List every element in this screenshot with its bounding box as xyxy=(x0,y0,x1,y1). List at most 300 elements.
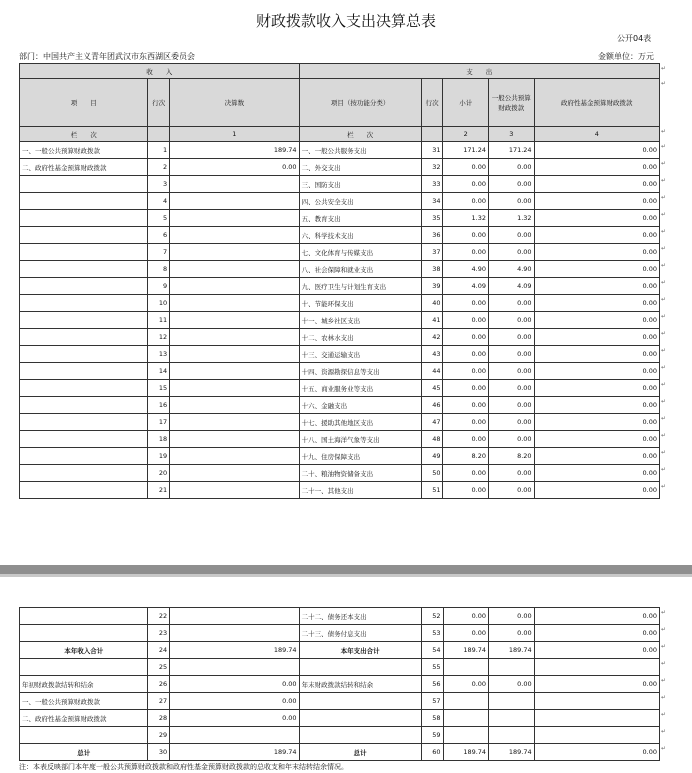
expense-line-cell: 50 xyxy=(421,465,443,482)
expense-item-cell: 二十、粮油物资储备支出 xyxy=(299,465,421,482)
expense-general-cell xyxy=(489,659,535,676)
paragraph-mark: ↵ xyxy=(661,65,667,72)
paragraph-mark: ↵ xyxy=(661,143,667,150)
expense-item-cell xyxy=(299,727,421,744)
income-line-cell: 8 xyxy=(148,261,170,278)
income-item-cell: 二、政府性基金预算财政拨款 xyxy=(20,159,148,176)
footnote: 注：本表反映部门本年度一般公共预算财政拨款和政府性基金预算财政拨款的总收支和年末结转结余情况。 xyxy=(19,763,348,771)
expense-general-cell: 0.00 xyxy=(489,346,535,363)
expense-fund-cell: 0.00 xyxy=(534,159,659,176)
expense-subtotal-cell: 0.00 xyxy=(443,227,489,244)
gov-fund-header: 政府性基金预算财政拨款 xyxy=(534,79,659,127)
expense-header: 支 出 xyxy=(299,64,659,79)
expense-line-cell: 36 xyxy=(421,227,443,244)
expense-item-cell: 十、节能环保支出 xyxy=(299,295,421,312)
expense-fund-cell: 0.00 xyxy=(534,278,659,295)
income-amount-cell: 189.74 xyxy=(170,142,299,159)
table-row xyxy=(20,608,660,625)
table-row xyxy=(20,397,660,414)
paragraph-mark: ↵ xyxy=(661,279,667,286)
income-line-cell: 4 xyxy=(148,193,170,210)
income-line-cell: 7 xyxy=(148,244,170,261)
expense-subtotal-cell xyxy=(443,727,489,744)
expense-subtotal-cell: 0.00 xyxy=(443,414,489,431)
expense-line-cell: 42 xyxy=(421,329,443,346)
paragraph-mark: ↵ xyxy=(661,381,667,388)
expense-item-cell: 二十三、债务付息支出 xyxy=(299,625,421,642)
table-row xyxy=(20,676,660,693)
expense-line-cell: 48 xyxy=(421,431,443,448)
income-item-cell xyxy=(20,346,148,363)
expense-item-cell: 三、国防支出 xyxy=(299,176,421,193)
table-row xyxy=(20,312,660,329)
expense-item-cell: 十一、城乡社区支出 xyxy=(299,312,421,329)
expense-line-cell: 44 xyxy=(421,363,443,380)
summary-table-page1 xyxy=(19,63,660,499)
income-amount-cell xyxy=(170,448,299,465)
expense-item-cell: 十六、金融支出 xyxy=(299,397,421,414)
paragraph-mark: ↵ xyxy=(661,626,667,633)
expense-fund-cell: 0.00 xyxy=(534,261,659,278)
expense-line-cell: 43 xyxy=(421,346,443,363)
expense-line-cell: 35 xyxy=(421,210,443,227)
income-amount-cell xyxy=(170,431,299,448)
expense-item-cell: 四、公共安全支出 xyxy=(299,193,421,210)
expense-subtotal-cell: 0.00 xyxy=(443,608,489,625)
income-amount-cell xyxy=(170,210,299,227)
paragraph-mark: ↵ xyxy=(661,80,667,87)
table-row xyxy=(20,278,660,295)
income-amount-cell xyxy=(170,244,299,261)
expense-line-cell: 47 xyxy=(421,414,443,431)
paragraph-mark: ↵ xyxy=(661,677,667,684)
table-row xyxy=(20,142,660,159)
paragraph-mark: ↵ xyxy=(661,211,667,218)
expense-fund-cell: 0.00 xyxy=(534,193,659,210)
paragraph-mark: ↵ xyxy=(661,745,667,752)
expense-general-cell xyxy=(489,693,535,710)
expense-general-cell: 0.00 xyxy=(489,159,535,176)
table-row xyxy=(20,363,660,380)
income-line-cell: 24 xyxy=(148,642,170,659)
expense-fund-cell: 0.00 xyxy=(534,625,659,642)
expense-item-cell: 一、一般公共服务支出 xyxy=(299,142,421,159)
expense-item-cell: 总计 xyxy=(299,744,421,761)
paragraph-mark: ↵ xyxy=(661,415,667,422)
income-line-cell: 9 xyxy=(148,278,170,295)
income-line-cell: 23 xyxy=(148,625,170,642)
expense-item-cell: 年末财政拨款结转和结余 xyxy=(299,676,421,693)
paragraph-mark: ↵ xyxy=(661,364,667,371)
expense-subtotal-cell: 1.32 xyxy=(443,210,489,227)
income-amount-cell xyxy=(170,312,299,329)
income-item-cell xyxy=(20,448,148,465)
expense-general-cell xyxy=(489,727,535,744)
expense-item-cell: 二、外交支出 xyxy=(299,159,421,176)
income-item-cell xyxy=(20,210,148,227)
income-item-cell xyxy=(20,227,148,244)
income-amount-cell: 0.00 xyxy=(170,693,299,710)
income-item-cell xyxy=(20,329,148,346)
expense-subtotal-cell: 0.00 xyxy=(443,295,489,312)
expense-line-cell: 49 xyxy=(421,448,443,465)
income-line-cell: 20 xyxy=(148,465,170,482)
expense-line-cell: 32 xyxy=(421,159,443,176)
page-break-shadow xyxy=(0,574,692,577)
table-row xyxy=(20,414,660,431)
paragraph-mark: ↵ xyxy=(661,330,667,337)
expense-general-cell: 8.20 xyxy=(489,448,535,465)
expense-subtotal-cell: 189.74 xyxy=(443,642,489,659)
expense-fund-cell: 0.00 xyxy=(534,431,659,448)
income-amount-cell xyxy=(170,625,299,642)
paragraph-mark: ↵ xyxy=(661,728,667,735)
expense-item-cell: 十九、住房保障支出 xyxy=(299,448,421,465)
page-title: 财政拨款收入支出决算总表 xyxy=(255,12,436,30)
expense-subtotal-cell: 4.90 xyxy=(443,261,489,278)
income-line-cell: 22 xyxy=(148,608,170,625)
expense-subtotal-cell: 0.00 xyxy=(443,625,489,642)
expense-item-cell: 十二、农林水支出 xyxy=(299,329,421,346)
paragraph-mark: ↵ xyxy=(661,466,667,473)
paragraph-mark: ↵ xyxy=(661,432,667,439)
expense-fund-cell: 0.00 xyxy=(534,676,659,693)
income-line-cell: 1 xyxy=(148,142,170,159)
income-line-cell: 29 xyxy=(148,727,170,744)
table-row xyxy=(20,210,660,227)
unit-label: 金额单位：万元 xyxy=(598,52,654,61)
income-item-cell: 一、一般公共预算财政拨款 xyxy=(20,142,148,159)
expense-fund-cell xyxy=(534,727,659,744)
income-line-cell: 14 xyxy=(148,363,170,380)
page-break-bar xyxy=(0,565,692,574)
income-line-cell: 15 xyxy=(148,380,170,397)
income-item-cell xyxy=(20,176,148,193)
table-row xyxy=(20,744,660,761)
income-line-cell: 19 xyxy=(148,448,170,465)
income-line-cell: 6 xyxy=(148,227,170,244)
col-label-expense: 栏 次 xyxy=(299,127,421,142)
income-item-cell: 总计 xyxy=(20,744,148,761)
income-amount-cell xyxy=(170,397,299,414)
expense-general-cell: 0.00 xyxy=(489,295,535,312)
department-label: 部门：中国共产主义青年团武汉市东西湖区委员会 xyxy=(19,52,195,61)
expense-line-cell: 34 xyxy=(421,193,443,210)
line-header: 行次 xyxy=(148,79,170,127)
expense-general-cell: 189.74 xyxy=(489,642,535,659)
expense-line-cell: 52 xyxy=(421,608,443,625)
expense-line-cell: 53 xyxy=(421,625,443,642)
col-blank-expense xyxy=(421,127,443,142)
expense-line-cell: 33 xyxy=(421,176,443,193)
expense-subtotal-cell: 0.00 xyxy=(443,482,489,499)
expense-subtotal-cell: 171.24 xyxy=(443,142,489,159)
expense-line-cell: 54 xyxy=(421,642,443,659)
expense-subtotal-cell xyxy=(443,693,489,710)
table-row xyxy=(20,261,660,278)
expense-subtotal-cell: 0.00 xyxy=(443,431,489,448)
income-line-cell: 18 xyxy=(148,431,170,448)
expense-general-cell: 0.00 xyxy=(489,380,535,397)
expense-item-cell: 本年支出合计 xyxy=(299,642,421,659)
table-row xyxy=(20,380,660,397)
expense-subtotal-cell xyxy=(443,710,489,727)
expense-general-cell: 0.00 xyxy=(489,676,535,693)
income-item-cell xyxy=(20,625,148,642)
table-row xyxy=(20,193,660,210)
income-line-cell: 30 xyxy=(148,744,170,761)
income-amount-cell xyxy=(170,608,299,625)
table-row xyxy=(20,710,660,727)
col-1: 1 xyxy=(170,127,299,142)
expense-fund-cell: 0.00 xyxy=(534,363,659,380)
expense-fund-cell: 0.00 xyxy=(534,295,659,312)
expense-general-cell: 0.00 xyxy=(489,312,535,329)
income-amount-cell: 189.74 xyxy=(170,744,299,761)
income-item-cell xyxy=(20,482,148,499)
expense-line-cell: 51 xyxy=(421,482,443,499)
table-row xyxy=(20,346,660,363)
expense-item-cell: 十七、援助其他地区支出 xyxy=(299,414,421,431)
expense-item-cell: 七、文化体育与传媒支出 xyxy=(299,244,421,261)
income-item-cell xyxy=(20,380,148,397)
expense-general-cell xyxy=(489,710,535,727)
expense-item-cell: 十五、商业服务业等支出 xyxy=(299,380,421,397)
income-item-cell xyxy=(20,261,148,278)
income-item-cell xyxy=(20,278,148,295)
expense-general-cell: 0.00 xyxy=(489,431,535,448)
paragraph-mark: ↵ xyxy=(661,296,667,303)
expense-subtotal-cell xyxy=(443,659,489,676)
expense-line-cell: 31 xyxy=(421,142,443,159)
income-amount-cell xyxy=(170,193,299,210)
expense-item-cell: 十八、国土海洋气象等支出 xyxy=(299,431,421,448)
income-line-cell: 17 xyxy=(148,414,170,431)
col-blank-income xyxy=(148,127,170,142)
expense-line-cell: 45 xyxy=(421,380,443,397)
income-line-cell: 2 xyxy=(148,159,170,176)
income-amount-cell xyxy=(170,346,299,363)
income-amount-cell xyxy=(170,659,299,676)
paragraph-mark: ↵ xyxy=(661,245,667,252)
income-amount-cell: 0.00 xyxy=(170,710,299,727)
paragraph-mark: ↵ xyxy=(661,313,667,320)
table-row xyxy=(20,227,660,244)
paragraph-mark: ↵ xyxy=(661,449,667,456)
table-row xyxy=(20,642,660,659)
table-row xyxy=(20,693,660,710)
expense-line-cell: 37 xyxy=(421,244,443,261)
table-row xyxy=(20,244,660,261)
table-row xyxy=(20,727,660,744)
expense-fund-cell: 0.00 xyxy=(534,642,659,659)
expense-subtotal-cell: 0.00 xyxy=(443,397,489,414)
paragraph-mark: ↵ xyxy=(661,228,667,235)
income-item-cell xyxy=(20,414,148,431)
expense-fund-cell: 0.00 xyxy=(534,744,659,761)
expense-general-cell: 171.24 xyxy=(489,142,535,159)
income-item-cell xyxy=(20,659,148,676)
subtotal-header: 小计 xyxy=(443,79,489,127)
table-row xyxy=(20,329,660,346)
paragraph-mark: ↵ xyxy=(661,711,667,718)
expense-subtotal-cell: 4.09 xyxy=(443,278,489,295)
expense-general-cell: 0.00 xyxy=(489,329,535,346)
expense-fund-cell: 0.00 xyxy=(534,312,659,329)
expense-item-cell: 二十二、债务还本支出 xyxy=(299,608,421,625)
expense-fund-cell: 0.00 xyxy=(534,346,659,363)
income-amount-cell xyxy=(170,380,299,397)
paragraph-mark: ↵ xyxy=(661,262,667,269)
expense-subtotal-cell: 0.00 xyxy=(443,193,489,210)
expense-subtotal-cell: 0.00 xyxy=(443,676,489,693)
expense-subtotal-cell: 189.74 xyxy=(443,744,489,761)
paragraph-mark: ↵ xyxy=(661,128,667,135)
expense-fund-cell: 0.00 xyxy=(534,448,659,465)
expense-fund-cell: 0.00 xyxy=(534,210,659,227)
expense-fund-cell xyxy=(534,659,659,676)
paragraph-mark: ↵ xyxy=(661,160,667,167)
income-line-cell: 16 xyxy=(148,397,170,414)
expense-fund-cell: 0.00 xyxy=(534,329,659,346)
income-item-cell: 一、一般公共预算财政拨款 xyxy=(20,693,148,710)
paragraph-mark: ↵ xyxy=(661,609,667,616)
expense-subtotal-cell: 0.00 xyxy=(443,176,489,193)
expense-fund-cell xyxy=(534,693,659,710)
table-row xyxy=(20,176,660,193)
expense-general-cell: 0.00 xyxy=(489,414,535,431)
paragraph-mark: ↵ xyxy=(661,177,667,184)
income-item-cell xyxy=(20,295,148,312)
col-2: 2 xyxy=(443,127,489,142)
table-row xyxy=(20,465,660,482)
expense-general-cell: 1.32 xyxy=(489,210,535,227)
income-amount-cell xyxy=(170,482,299,499)
expense-item-cell: 九、医疗卫生与计划生育支出 xyxy=(299,278,421,295)
expense-item-cell: 六、科学技术支出 xyxy=(299,227,421,244)
expense-line-cell: 60 xyxy=(421,744,443,761)
col-4: 4 xyxy=(534,127,659,142)
expense-general-cell: 0.00 xyxy=(489,465,535,482)
expense-item-cell xyxy=(299,693,421,710)
expense-general-cell: 0.00 xyxy=(489,227,535,244)
expense-fund-cell: 0.00 xyxy=(534,465,659,482)
expense-line-cell: 41 xyxy=(421,312,443,329)
form-code: 公开04表 xyxy=(617,34,652,43)
income-line-cell: 12 xyxy=(148,329,170,346)
expense-line-cell: 46 xyxy=(421,397,443,414)
item-func-header: 项目（按功能分类） xyxy=(299,79,421,127)
final-amount-header: 决算数 xyxy=(170,79,299,127)
expense-fund-cell: 0.00 xyxy=(534,244,659,261)
expense-line-header: 行次 xyxy=(421,79,443,127)
income-item-cell xyxy=(20,397,148,414)
expense-fund-cell: 0.00 xyxy=(534,482,659,499)
expense-fund-cell: 0.00 xyxy=(534,380,659,397)
income-item-cell xyxy=(20,431,148,448)
income-line-cell: 27 xyxy=(148,693,170,710)
expense-general-cell: 0.00 xyxy=(489,244,535,261)
expense-general-cell: 0.00 xyxy=(489,363,535,380)
paragraph-mark: ↵ xyxy=(661,643,667,650)
income-line-cell: 13 xyxy=(148,346,170,363)
income-amount-cell xyxy=(170,176,299,193)
table-row xyxy=(20,448,660,465)
table-row xyxy=(20,482,660,499)
item-header: 项 目 xyxy=(20,79,148,127)
income-amount-cell xyxy=(170,227,299,244)
table-row xyxy=(20,659,660,676)
income-item-cell xyxy=(20,244,148,261)
expense-fund-cell: 0.00 xyxy=(534,227,659,244)
income-item-cell: 本年收入合计 xyxy=(20,642,148,659)
paragraph-mark: ↵ xyxy=(661,660,667,667)
expense-line-cell: 57 xyxy=(421,693,443,710)
expense-general-cell: 189.74 xyxy=(489,744,535,761)
general-budget-header: 一般公共预算财政拨款 xyxy=(489,79,535,127)
expense-general-cell: 4.90 xyxy=(489,261,535,278)
income-item-cell xyxy=(20,193,148,210)
income-item-cell xyxy=(20,727,148,744)
income-item-cell: 二、政府性基金预算财政拨款 xyxy=(20,710,148,727)
income-line-cell: 25 xyxy=(148,659,170,676)
income-amount-cell xyxy=(170,278,299,295)
table-row xyxy=(20,159,660,176)
income-line-cell: 11 xyxy=(148,312,170,329)
expense-subtotal-cell: 0.00 xyxy=(443,465,489,482)
income-header: 收 入 xyxy=(20,64,300,79)
expense-fund-cell xyxy=(534,710,659,727)
expense-general-cell: 0.00 xyxy=(489,176,535,193)
expense-fund-cell: 0.00 xyxy=(534,608,659,625)
income-line-cell: 28 xyxy=(148,710,170,727)
paragraph-mark: ↵ xyxy=(661,694,667,701)
expense-general-cell: 0.00 xyxy=(489,625,535,642)
expense-line-cell: 55 xyxy=(421,659,443,676)
income-amount-cell xyxy=(170,465,299,482)
col-label-income: 栏 次 xyxy=(20,127,148,142)
income-line-cell: 3 xyxy=(148,176,170,193)
expense-item-cell: 二十一、其他支出 xyxy=(299,482,421,499)
income-amount-cell: 189.74 xyxy=(170,642,299,659)
expense-fund-cell: 0.00 xyxy=(534,176,659,193)
expense-general-cell: 0.00 xyxy=(489,482,535,499)
income-item-cell: 年初财政拨款结转和结余 xyxy=(20,676,148,693)
expense-general-cell: 0.00 xyxy=(489,397,535,414)
income-item-cell xyxy=(20,608,148,625)
expense-general-cell: 4.09 xyxy=(489,278,535,295)
income-amount-cell xyxy=(170,363,299,380)
expense-subtotal-cell: 0.00 xyxy=(443,312,489,329)
income-amount-cell xyxy=(170,261,299,278)
income-amount-cell: 0.00 xyxy=(170,676,299,693)
expense-subtotal-cell: 0.00 xyxy=(443,380,489,397)
expense-subtotal-cell: 0.00 xyxy=(443,346,489,363)
summary-table-page2 xyxy=(19,607,660,761)
income-amount-cell xyxy=(170,295,299,312)
expense-fund-cell: 0.00 xyxy=(534,414,659,431)
expense-item-cell: 八、社会保障和就业支出 xyxy=(299,261,421,278)
expense-item-cell: 十四、资源勘探信息等支出 xyxy=(299,363,421,380)
col-3: 3 xyxy=(489,127,535,142)
expense-subtotal-cell: 0.00 xyxy=(443,329,489,346)
income-line-cell: 21 xyxy=(148,482,170,499)
expense-line-cell: 56 xyxy=(421,676,443,693)
paragraph-mark: ↵ xyxy=(661,194,667,201)
table-row xyxy=(20,625,660,642)
expense-item-cell xyxy=(299,659,421,676)
paragraph-mark: ↵ xyxy=(661,347,667,354)
